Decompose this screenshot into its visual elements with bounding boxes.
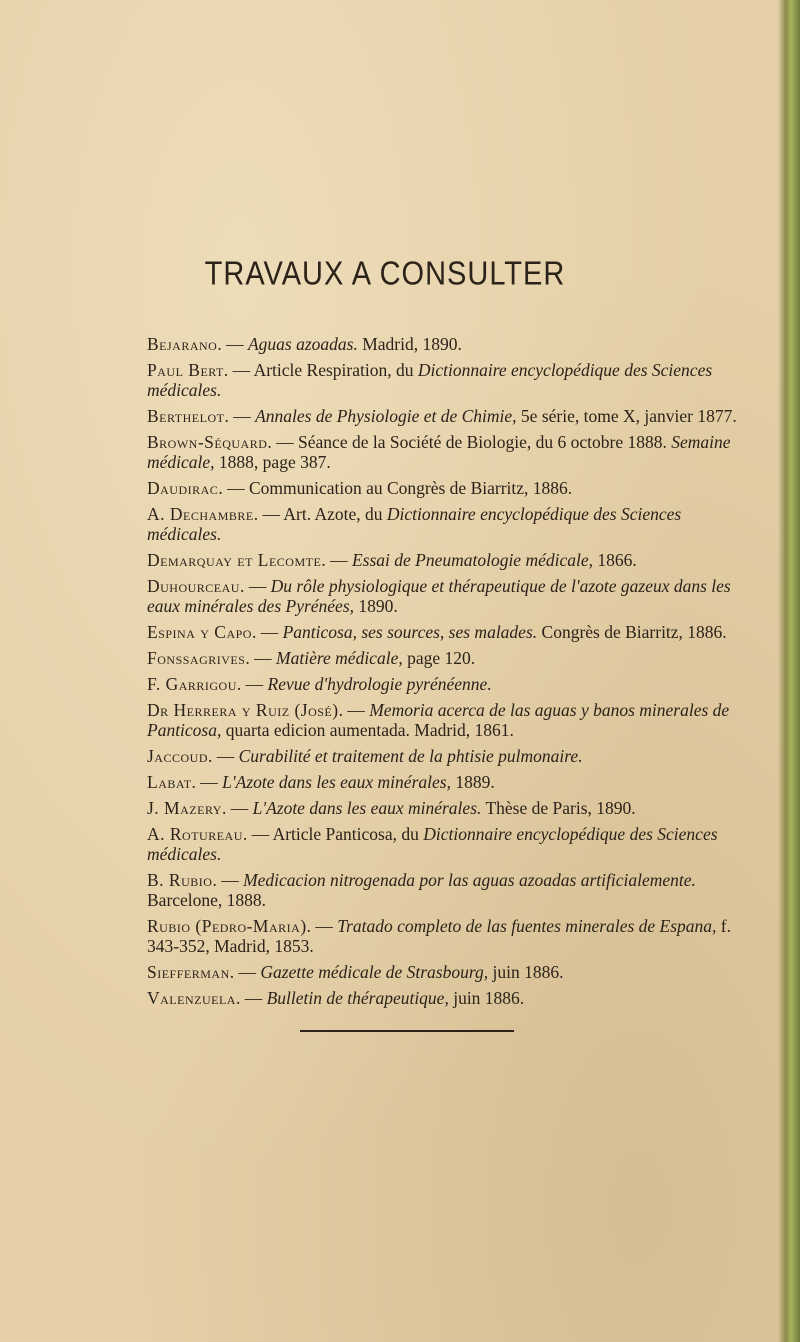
reference-entry [147,746,753,766]
reference-entry [147,798,753,818]
separator: . — [207,746,239,766]
work-title: Essai de Pneumatologie médicale, [351,550,593,570]
separator: . — [236,674,268,694]
author: J. Mazery [147,798,222,818]
separator: . — [212,870,244,890]
author: Duhourceau [147,576,240,596]
details: juin 1886. [488,962,564,982]
prefix: Séance de la Société de Biologie, du 6 octobre 1888. [298,432,672,452]
work-title: Memoria acerca de las aguas y banos minerales de Panticosa, [147,700,730,740]
author: Demarquay et Lecomte [147,550,322,570]
author: Labat [147,772,192,792]
author: Siefferman [147,962,230,982]
reference-entry [147,334,753,354]
reference-entry [147,772,753,792]
reference-entry [147,648,753,668]
separator: . — [217,334,248,354]
work-title: Aguas azoadas. [247,334,358,354]
separator: . — [223,360,254,380]
reference-entry [147,674,753,694]
reference-entry [147,962,753,982]
reference-entry [147,916,753,956]
separator: . — [191,772,223,792]
details: quarta edicion aumentada. Madrid, 1861. [221,720,514,740]
work-title: Curabilité et traitement de la phtisie pulmonaire. [238,746,583,766]
author: Espina y Capo [147,622,252,642]
author: F. Garrigou [147,674,237,694]
reference-entry [147,360,753,400]
author: Jaccoud [147,746,208,766]
details: 1866. [593,550,637,570]
work-title: Semaine médicale, [147,432,731,472]
details: Barcelone, 1888. [147,890,267,910]
author: Valenzuela [147,988,236,1008]
details: Thèse de Paris, 1890. [481,798,636,818]
separator: . — [338,700,370,720]
work-title: L'Azote dans les eaux minérales, [222,772,451,792]
details: 5e série, tome X, janvier 1877. [516,406,737,426]
separator: . — [245,648,277,668]
author: Bejarano [147,334,218,354]
work-title: Dictionnaire encyclopédique des Sciences médicales. [147,360,713,400]
separator: . — [251,622,283,642]
work-title: Gazette médicale de Strasbourg, [260,962,489,982]
details: page 120. [402,648,476,668]
author: B. Rubio [147,870,213,890]
work-title: Tratado completo de las fuentes minerales de Espana, [337,916,717,936]
page-edge [778,0,800,1342]
separator: . — [218,478,249,498]
author: Fonssagrives [147,648,246,668]
work-title: Matière médicale, [276,648,403,668]
separator: . — [321,550,352,570]
work-title: Dictionnaire encyclopédique des Sciences médicales. [147,504,682,544]
separator: . — [224,406,256,426]
separator: . — [267,432,299,452]
author: Brown-Séquard [147,432,268,452]
prefix: Communication au Congrès de Biarritz, 1886. [248,478,573,498]
prefix: Article Panticosa, du [272,824,424,844]
reference-entry [147,870,753,910]
separator: . — [229,962,261,982]
reference-list [147,334,753,1014]
author: Dr Herrera y Ruiz (José) [147,700,339,720]
details: Congrès de Biarritz, 1886. [537,622,727,642]
work-title: Du rôle physiologique et thérapeutique de l'azote gazeux dans les eaux minérales des Pyrénées, [147,576,731,616]
author: Paul Bert [147,360,224,380]
work-title: L'Azote dans les eaux minérales. [252,798,482,818]
separator: . — [239,576,271,596]
author: A. Rotureau [147,824,243,844]
reference-entry [147,504,753,544]
details: f. 343-352, Madrid, 1853. [147,916,731,956]
reference-entry [147,432,753,472]
reference-entry [147,406,753,426]
separator: . — [306,916,338,936]
section-end-rule [300,1030,514,1032]
work-title: Bulletin de thérapeutique, [266,988,449,1008]
reference-entry [147,576,753,616]
prefix: Art. Azote, du [283,504,387,524]
prefix: Article Respiration, du [253,360,418,380]
work-title: Panticosa, ses sources, ses malades. [282,622,538,642]
work-title: Dictionnaire encyclopédique des Sciences médicales. [147,824,718,864]
reference-entry [147,988,753,1008]
details: Madrid, 1890. [357,334,462,354]
author: Daudirac [147,478,219,498]
author: Berthelot [147,406,225,426]
separator: . — [253,504,284,524]
author: Rubio (Pedro-Maria) [147,916,307,936]
separator: . — [242,824,273,844]
author: A. Dechambre [147,504,254,524]
work-title: Medicacion nitrogenada por las aguas azoadas artificialemente. [243,870,696,890]
reference-entry [147,478,753,498]
details: 1888, page 387. [214,452,331,472]
details: 1889. [450,772,495,792]
reference-entry [147,824,753,864]
reference-entry [147,622,753,642]
reference-entry [147,700,753,740]
separator: . — [235,988,267,1008]
work-title: Annales de Physiologie et de Chimie, [255,406,517,426]
page-title: TRAVAUX A CONSULTER [204,255,566,293]
details: 1890. [354,596,398,616]
work-title: Revue d'hydrologie pyrénéenne. [267,674,492,694]
reference-entry [147,550,753,570]
details: juin 1886. [448,988,525,1008]
separator: . — [221,798,253,818]
